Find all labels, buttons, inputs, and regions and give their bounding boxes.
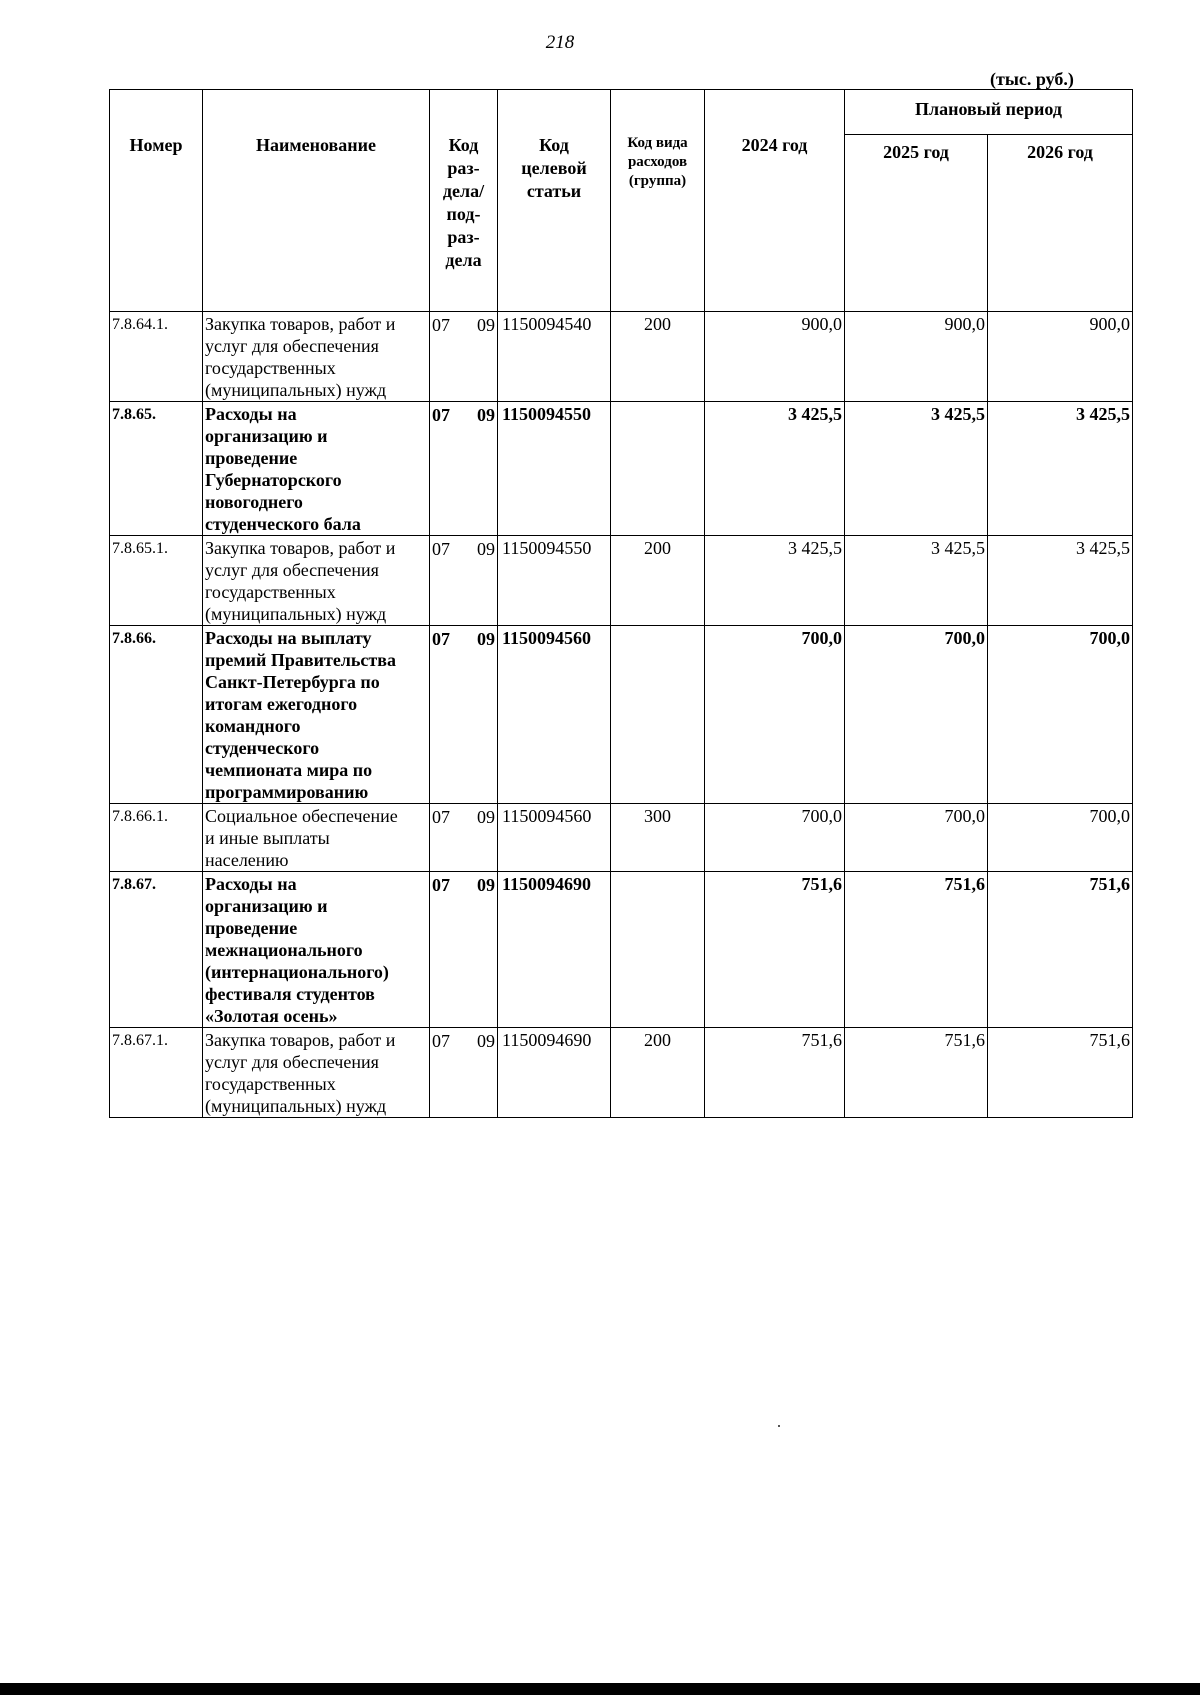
section-code: 07 xyxy=(432,315,450,335)
row-value-2024: 751,6 xyxy=(705,1028,845,1118)
row-value-2026: 751,6 xyxy=(988,1028,1133,1118)
subsection-code: 09 xyxy=(477,1031,495,1051)
row-name-line: Закупка товаров, работ и xyxy=(205,538,396,558)
row-name xyxy=(203,872,430,1028)
row-value-2024: 900,0 xyxy=(705,312,845,402)
section-code: 07 xyxy=(432,807,450,827)
row-value-2025: 3 425,5 xyxy=(845,402,988,536)
subsection-code: 09 xyxy=(477,629,495,649)
row-value-2024: 3 425,5 xyxy=(705,402,845,536)
row-name-line: чемпионата мира по xyxy=(205,760,373,780)
row-name-line: Губернаторского xyxy=(205,470,342,490)
row-section-code xyxy=(430,804,498,872)
section-code: 07 xyxy=(432,539,450,559)
header-section-code: Код раз- дела/ под- раз- дела xyxy=(430,90,498,312)
row-number: 7.8.66. xyxy=(110,626,203,804)
row-target-code: 1150094690 xyxy=(498,872,611,1028)
row-name xyxy=(203,626,430,804)
row-name-line: премий Правительства xyxy=(205,650,396,670)
row-expense-group xyxy=(611,872,705,1028)
subsection-code: 09 xyxy=(477,807,495,827)
row-value-2026: 700,0 xyxy=(988,804,1133,872)
row-value-2024: 700,0 xyxy=(705,626,845,804)
row-name-line: государственных xyxy=(205,358,336,378)
header-target-code: Код целевой статьи xyxy=(498,90,611,312)
row-section-code xyxy=(430,536,498,626)
row-name-line: межнационального xyxy=(205,940,363,960)
header-2025: 2025 год xyxy=(845,135,988,312)
row-expense-group: 200 xyxy=(611,536,705,626)
row-section-code xyxy=(430,312,498,402)
subsection-code: 09 xyxy=(477,875,495,895)
page-number: 218 xyxy=(545,32,575,53)
row-name-line: организацию и xyxy=(205,426,328,446)
subsection-code: 09 xyxy=(477,539,495,559)
table-header xyxy=(110,90,1133,312)
header-2024: 2024 год xyxy=(705,90,845,312)
section-code: 07 xyxy=(432,629,450,649)
row-name-line: Закупка товаров, работ и xyxy=(205,1030,396,1050)
scan-speck xyxy=(778,1425,780,1427)
row-expense-group xyxy=(611,626,705,804)
row-value-2024: 700,0 xyxy=(705,804,845,872)
row-name-line: услуг для обеспечения xyxy=(205,1052,379,1072)
row-name-line: государственных xyxy=(205,582,336,602)
header-expense-group: Код вида расходов (группа) xyxy=(611,90,705,312)
table-row xyxy=(110,1028,1133,1118)
row-value-2025: 900,0 xyxy=(845,312,988,402)
row-expense-group: 300 xyxy=(611,804,705,872)
row-value-2025: 700,0 xyxy=(845,804,988,872)
subsection-code: 09 xyxy=(477,405,495,425)
row-value-2026: 700,0 xyxy=(988,626,1133,804)
header-name: Наименование xyxy=(203,90,430,312)
table-row xyxy=(110,804,1133,872)
row-name-line: Санкт-Петербурга по xyxy=(205,672,380,692)
row-section-code xyxy=(430,1028,498,1118)
row-name-line: организацию и xyxy=(205,896,328,916)
row-number: 7.8.65. xyxy=(110,402,203,536)
row-name-line: услуг для обеспечения xyxy=(205,560,379,580)
row-name-line: студенческого бала xyxy=(205,514,361,534)
section-code: 07 xyxy=(432,875,450,895)
budget-table xyxy=(109,89,1133,1118)
row-name-line: программированию xyxy=(205,782,369,802)
row-name-line: командного xyxy=(205,716,301,736)
section-code: 07 xyxy=(432,1031,450,1051)
row-expense-group xyxy=(611,402,705,536)
row-target-code: 1150094540 xyxy=(498,312,611,402)
units-label: (тыс. руб.) xyxy=(990,69,1074,89)
row-target-code: 1150094550 xyxy=(498,402,611,536)
row-value-2025: 3 425,5 xyxy=(845,536,988,626)
row-name-line: фестиваля студентов xyxy=(205,984,375,1004)
table-body xyxy=(110,312,1133,1118)
row-expense-group: 200 xyxy=(611,1028,705,1118)
row-number: 7.8.64.1. xyxy=(110,312,203,402)
table-row xyxy=(110,402,1133,536)
row-name-line: проведение xyxy=(205,448,298,468)
row-value-2025: 751,6 xyxy=(845,1028,988,1118)
scan-bottom-border xyxy=(0,1683,1200,1695)
row-name-line: итогам ежегодного xyxy=(205,694,358,714)
row-name-line: (муниципальных) нужд xyxy=(205,604,387,624)
row-value-2024: 751,6 xyxy=(705,872,845,1028)
row-name xyxy=(203,312,430,402)
row-target-code: 1150094690 xyxy=(498,1028,611,1118)
row-section-code xyxy=(430,872,498,1028)
row-name-line: Расходы на xyxy=(205,874,297,894)
row-section-code xyxy=(430,626,498,804)
table-row xyxy=(110,536,1133,626)
row-target-code: 1150094560 xyxy=(498,626,611,804)
section-code: 07 xyxy=(432,405,450,425)
row-name-line: (муниципальных) нужд xyxy=(205,380,387,400)
table-row xyxy=(110,872,1133,1028)
row-value-2025: 751,6 xyxy=(845,872,988,1028)
row-name xyxy=(203,536,430,626)
row-number: 7.8.65.1. xyxy=(110,536,203,626)
row-name-line: Закупка товаров, работ и xyxy=(205,314,396,334)
row-target-code: 1150094560 xyxy=(498,804,611,872)
row-name-line: государственных xyxy=(205,1074,336,1094)
row-name-line: населению xyxy=(205,850,289,870)
row-value-2025: 700,0 xyxy=(845,626,988,804)
table-row xyxy=(110,312,1133,402)
table-row xyxy=(110,626,1133,804)
row-name xyxy=(203,1028,430,1118)
row-number: 7.8.66.1. xyxy=(110,804,203,872)
header-2026: 2026 год xyxy=(988,135,1133,312)
row-value-2026: 3 425,5 xyxy=(988,536,1133,626)
header-number: Номер xyxy=(110,90,203,312)
row-number: 7.8.67.1. xyxy=(110,1028,203,1118)
subsection-code: 09 xyxy=(477,315,495,335)
row-name-line: и иные выплаты xyxy=(205,828,330,848)
row-name-line: Расходы на выплату xyxy=(205,628,372,648)
row-name-line: проведение xyxy=(205,918,298,938)
row-name-line: услуг для обеспечения xyxy=(205,336,379,356)
row-number: 7.8.67. xyxy=(110,872,203,1028)
row-value-2024: 3 425,5 xyxy=(705,536,845,626)
row-name-line: (муниципальных) нужд xyxy=(205,1096,387,1116)
row-name-line: студенческого xyxy=(205,738,320,758)
row-section-code xyxy=(430,402,498,536)
row-target-code: 1150094550 xyxy=(498,536,611,626)
row-value-2026: 900,0 xyxy=(988,312,1133,402)
row-name-line: Социальное обеспечение xyxy=(205,806,398,826)
row-name-line: новогоднего xyxy=(205,492,303,512)
row-name-line: (интернационального) xyxy=(205,962,389,982)
row-name xyxy=(203,402,430,536)
row-name-line: «Золотая осень» xyxy=(205,1006,338,1026)
row-expense-group: 200 xyxy=(611,312,705,402)
row-name xyxy=(203,804,430,872)
row-value-2026: 3 425,5 xyxy=(988,402,1133,536)
header-planned-period: Плановый период xyxy=(845,90,1133,135)
row-name-line: Расходы на xyxy=(205,404,297,424)
row-value-2026: 751,6 xyxy=(988,872,1133,1028)
